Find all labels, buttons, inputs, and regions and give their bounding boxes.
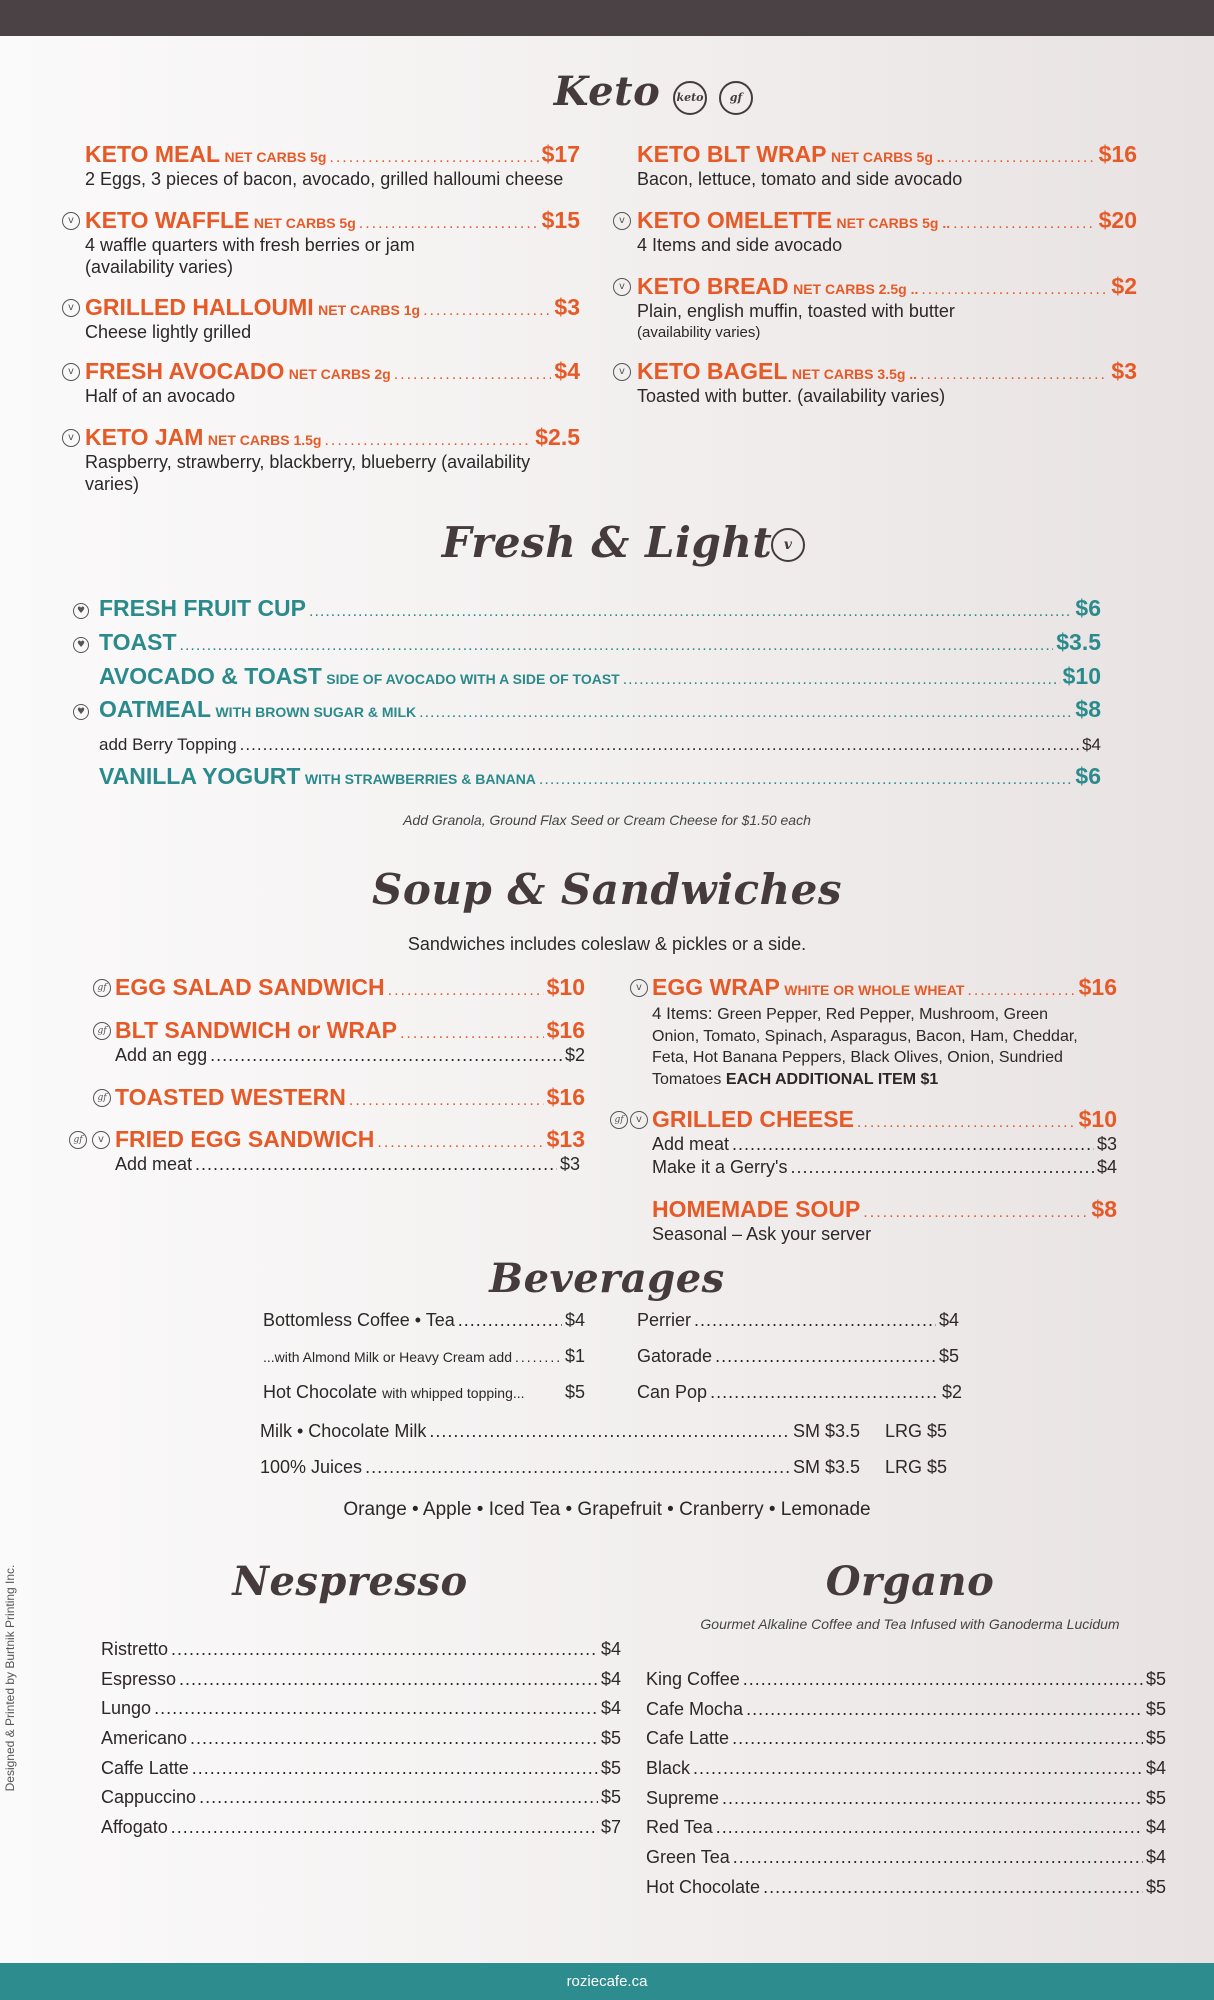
heart-icon: ♥ [73,603,89,619]
item-name: Cafe Mocha [646,1698,744,1719]
item-name: TOAST [99,629,177,655]
vegetarian-icon: v [62,429,80,447]
menu-addon-add-meat [652,1134,1117,1155]
item-price: $6 [1075,763,1101,789]
egg-wrap-description [652,1003,1122,1090]
vegetarian-icon: v [630,1111,648,1129]
addon-label: Make it a Gerry's [652,1157,788,1177]
heart-icon: ♥ [73,704,89,720]
item-description: Bacon, lettuce, tomato and side avocado [637,169,963,189]
menu-item-perrier [637,1310,959,1331]
list-item [101,1698,621,1728]
menu-item-oatmeal [99,696,1101,723]
item-name: Lungo [101,1698,152,1719]
item-net-carbs: NET CARBS 2.5g .. [793,281,919,297]
item-description: Half of an avocado [85,386,236,406]
item-net-carbs: NET CARBS 1.5g [207,432,322,448]
menu-item-juices [260,1457,860,1478]
item-subtitle: SIDE OF AVOCADO WITH A SIDE OF TOAST [326,671,620,687]
item-description: Toasted with butter. (availability varies) [637,386,946,406]
item-price: $3 [554,294,580,320]
item-description: Raspberry, strawberry, blackberry, blueberry (availability varies) [85,452,531,494]
item-subtitle: WITH STRAWBERRIES & BANANA [304,771,536,787]
addon-price: $1 [564,1346,585,1366]
beverages-section-header [0,1255,1214,1302]
item-price: $10 [1062,663,1101,689]
item-name: KETO MEAL [85,141,221,167]
menu-addon-berry-topping [99,735,1101,755]
item-price: $2 [1111,273,1137,299]
item-price: $2 [941,1382,962,1402]
addon-price: $4 [1082,735,1101,754]
item-name: Caffe Latte [101,1757,189,1778]
item-description: 2 Eggs, 3 pieces of bacon, avocado, grilled halloumi cheese [85,169,564,189]
menu-addon-add-meat [115,1154,580,1175]
item-name: Affogato [101,1817,168,1838]
item-name: AVOCADO & TOAST [99,663,322,689]
item-price: $5 [564,1382,585,1402]
gluten-free-icon: gf [93,979,111,997]
item-price: $10 [546,974,585,1000]
item-description: (availability varies) [637,324,761,341]
item-price: $5 [938,1346,959,1366]
item-subtitle: with whipped topping... [382,1385,525,1401]
item-description: (availability varies) [85,257,234,277]
addon-label: add Berry Topping [99,735,237,754]
vegetarian-icon: v [613,363,631,381]
addon-label: Add meat [652,1134,730,1154]
list-item [646,1817,1166,1847]
item-price: $4 [1145,1758,1166,1779]
item-price: $4 [600,1639,621,1659]
list-item [646,1699,1166,1729]
item-name: Espresso [101,1668,177,1689]
soup-section-header [0,865,1214,914]
menu-addon-almond-milk [263,1346,585,1367]
item-name: Supreme [646,1787,720,1808]
addon-label: Add meat [115,1154,193,1174]
menu-item-vanilla-yogurt [99,763,1101,790]
addon-price: $3 [1096,1134,1117,1154]
egg-wrap-desc-line: Green Pepper, Red Pepper, Mushroom, Green [717,1006,1049,1023]
item-net-carbs: NET CARBS 5g [224,149,327,165]
list-item [646,1728,1166,1758]
item-price: $4 [1145,1817,1166,1838]
menu-item-fresh-fruit-cup [99,595,1101,622]
menu-item-toasted-western [115,1084,585,1111]
item-name: KETO JAM [85,424,204,450]
menu-item-fried-egg-sandwich [115,1126,585,1153]
menu-addon-make-it-gerrys [652,1157,1117,1178]
keto-section-header [0,68,1214,115]
menu-item-grilled-cheese [652,1106,1117,1133]
item-price: $5 [1145,1728,1166,1749]
item-name: King Coffee [646,1669,740,1689]
printer-credit-text: Designed & Printed by Burtnik Printing Inc. [3,1564,17,1792]
vegetarian-badge-icon: v [771,528,805,562]
item-price: $5 [1145,1787,1166,1808]
item-price: $16 [546,1084,585,1110]
menu-item-keto-blt-wrap [637,141,1137,190]
item-price: $2.5 [535,424,580,450]
top-bar [0,0,1214,36]
item-description: Cheese lightly grilled [85,322,252,342]
list-item [646,1847,1166,1877]
gluten-free-icon: gf [93,1022,111,1040]
item-price: $5 [600,1787,621,1808]
vegetarian-icon: v [62,299,80,317]
item-name: KETO BREAD [637,273,789,299]
item-price: $5 [1145,1698,1166,1719]
item-price: $5 [600,1757,621,1778]
item-name: BLT SANDWICH or WRAP [115,1017,397,1043]
item-net-carbs: NET CARBS 5g .. [830,149,945,165]
item-price: $6 [1075,595,1101,621]
item-price: $5 [600,1728,621,1749]
fresh-title: Fresh & Light [441,518,773,567]
item-name: Cafe Latte [646,1728,730,1749]
menu-item-keto-omelette [637,207,1137,256]
menu-item-fresh-avocado [85,358,580,407]
item-name: FRIED EGG SANDWICH [115,1126,375,1152]
menu-item-can-pop [637,1382,962,1403]
item-name: Cappuccino [101,1787,197,1808]
list-item [646,1669,1166,1699]
item-name: EGG SALAD SANDWICH [115,974,385,1000]
item-subtitle: WHITE OR WHOLE WHEAT [784,982,965,998]
item-price: $5 [1145,1876,1166,1897]
nespresso-list [101,1639,621,1847]
item-name: TOASTED WESTERN [115,1084,346,1110]
item-name: Perrier [637,1310,692,1330]
item-name: KETO BAGEL [637,358,788,384]
menu-item-blt-sandwich [115,1017,585,1044]
item-name: Black [646,1758,691,1779]
item-name: Ristretto [101,1639,169,1659]
addon-price: $4 [1096,1157,1117,1177]
vegetarian-icon: v [62,363,80,381]
menu-item-gatorade [637,1346,959,1367]
menu-item-milk [260,1421,860,1442]
item-name: Hot Chocolate [263,1382,378,1402]
soup-title: Soup & Sandwiches [372,865,842,914]
item-name: FRESH AVOCADO [85,358,285,384]
item-name: EGG WRAP [652,974,780,1000]
menu-item-keto-waffle [85,207,580,278]
gluten-free-icon: gf [69,1131,87,1149]
soup-subtitle: Sandwiches includes coleslaw & pickles or a side. [407,934,807,954]
addon-label: Add an egg [115,1045,208,1065]
item-name: GRILLED CHEESE [652,1106,854,1132]
item-price: $10 [1078,1106,1117,1132]
item-name: Can Pop [637,1382,708,1402]
item-name: Milk • Chocolate Milk [260,1421,427,1441]
item-name: Americano [101,1728,188,1749]
item-net-carbs: NET CARBS 5g .. [836,215,951,231]
item-name: Gatorade [637,1346,713,1366]
egg-wrap-desc-line: Onion, Tomato, Spinach, Asparagus, Bacon, Ham, Cheddar, [652,1027,1078,1045]
egg-wrap-desc-line: Tomatoes [652,1070,726,1088]
menu-item-avocado-toast [99,663,1101,690]
vegetarian-icon: v [62,212,80,230]
item-name: KETO WAFFLE [85,207,250,233]
item-net-carbs: NET CARBS 1g [318,302,421,318]
item-name: VANILLA YOGURT [99,763,301,789]
keto-title: Keto [553,68,661,115]
menu-item-toast [99,629,1101,656]
item-price: $3.5 [1056,629,1101,655]
keto-badge-icon: keto [673,81,707,115]
menu-item-keto-meal [85,141,580,190]
menu-item-hot-chocolate [263,1382,585,1403]
vegetarian-icon: v [92,1131,110,1149]
item-price: $4 [564,1310,585,1330]
item-price: $15 [541,207,580,233]
footer-website-link[interactable]: roziecafe.ca [0,1963,1214,2000]
item-name: GRILLED HALLOUMI [85,294,314,320]
item-net-carbs: NET CARBS 5g [253,215,356,231]
list-item [101,1669,621,1699]
item-name: KETO OMELETTE [637,207,833,233]
item-price: $17 [541,141,580,167]
item-description: 4 waffle quarters with fresh berries or jam [85,235,415,255]
list-item [101,1817,621,1847]
menu-item-keto-bagel [637,358,1137,407]
item-name: HOMEMADE SOUP [652,1196,861,1222]
menu-item-keto-bread [637,273,1137,344]
item-price: $4 [600,1698,621,1719]
beverages-title: Beverages [489,1255,725,1302]
item-price: $4 [600,1668,621,1689]
fresh-section-header [0,518,1214,567]
list-item [646,1758,1166,1788]
menu-item-homemade-soup [652,1196,1117,1245]
item-net-carbs: NET CARBS 2g [288,366,391,382]
item-name: Red Tea [646,1817,713,1838]
item-price: $8 [1075,696,1101,722]
item-name: Bottomless Coffee • Tea [263,1310,455,1330]
item-price: $16 [1098,141,1137,167]
item-name: OATMEAL [99,696,212,722]
item-price: $16 [1078,974,1117,1000]
egg-wrap-additional: EACH ADDITIONAL ITEM $1 [725,1070,939,1088]
item-price: $4 [554,358,580,384]
list-item [101,1728,621,1758]
item-price: $20 [1098,207,1137,233]
item-price: $4 [938,1310,959,1330]
gluten-free-badge-icon: gf [719,81,753,115]
item-price-large: LRG $5 [885,1457,948,1477]
list-item [101,1639,621,1669]
organo-section-header [660,1558,1160,1605]
item-price: $16 [546,1017,585,1043]
organo-subtitle: Gourmet Alkaline Coffee and Tea Infused with Ganoderma Lucidum [700,1616,1120,1632]
list-item [101,1758,621,1788]
printer-credit [2,1546,18,1810]
item-price: $7 [600,1817,621,1838]
organo-list [646,1669,1166,1907]
menu-item-bottomless-coffee [263,1310,585,1331]
item-price-large: LRG $5 [885,1421,948,1441]
heart-icon: ♥ [73,637,89,653]
item-subtitle: WITH BROWN SUGAR & MILK [215,704,417,720]
item-price: $5 [1145,1669,1166,1689]
fresh-note: Add Granola, Ground Flax Seed or Cream Cheese for $1.50 each [403,812,811,828]
item-description: 4 Items and side avocado [637,235,843,255]
list-item [646,1877,1166,1907]
item-name: FRESH FRUIT CUP [99,595,306,621]
item-name: 100% Juices [260,1457,363,1477]
egg-wrap-desc-lead: 4 Items: [652,1004,718,1023]
juice-flavors: Orange • Apple • Iced Tea • Grapefruit • Cranberry • Lemonade [343,1499,871,1520]
item-description: Plain, english muffin, toasted with butter [637,301,955,321]
menu-addon-add-egg [115,1045,585,1066]
item-price: $4 [1145,1847,1166,1868]
item-net-carbs: NET CARBS 3.5g .. [791,366,918,382]
menu-item-grilled-halloumi [85,294,580,343]
organo-title: Organo [825,1558,995,1605]
vegetarian-icon: v [613,212,631,230]
menu-item-keto-jam [85,424,580,495]
menu-item-egg-salad-sandwich [115,974,585,1001]
menu-item-egg-wrap [652,974,1117,1001]
addon-label: ...with Almond Milk or Heavy Cream add [263,1349,512,1365]
vegetarian-icon: v [630,979,648,997]
item-price: $8 [1091,1196,1117,1222]
item-price-small: SM $3.5 [792,1457,860,1477]
nespresso-title: Nespresso [232,1558,468,1605]
item-description: Seasonal – Ask your server [652,1224,872,1244]
gluten-free-icon: gf [610,1111,628,1129]
list-item [101,1787,621,1817]
addon-price: $2 [564,1045,585,1065]
item-price: $13 [546,1126,585,1152]
item-price-small: SM $3.5 [792,1421,860,1441]
addon-price: $3 [559,1154,580,1174]
list-item [646,1788,1166,1818]
item-price: $3 [1111,358,1137,384]
nespresso-section-header [100,1558,600,1605]
vegetarian-icon: v [613,278,631,296]
egg-wrap-desc-line: Feta, Hot Banana Peppers, Black Olives, Onion, Sundried [652,1049,1063,1066]
item-name: Green Tea [646,1847,730,1868]
item-name: KETO BLT WRAP [637,141,827,167]
item-name: Hot Chocolate [646,1876,761,1897]
gluten-free-icon: gf [93,1089,111,1107]
